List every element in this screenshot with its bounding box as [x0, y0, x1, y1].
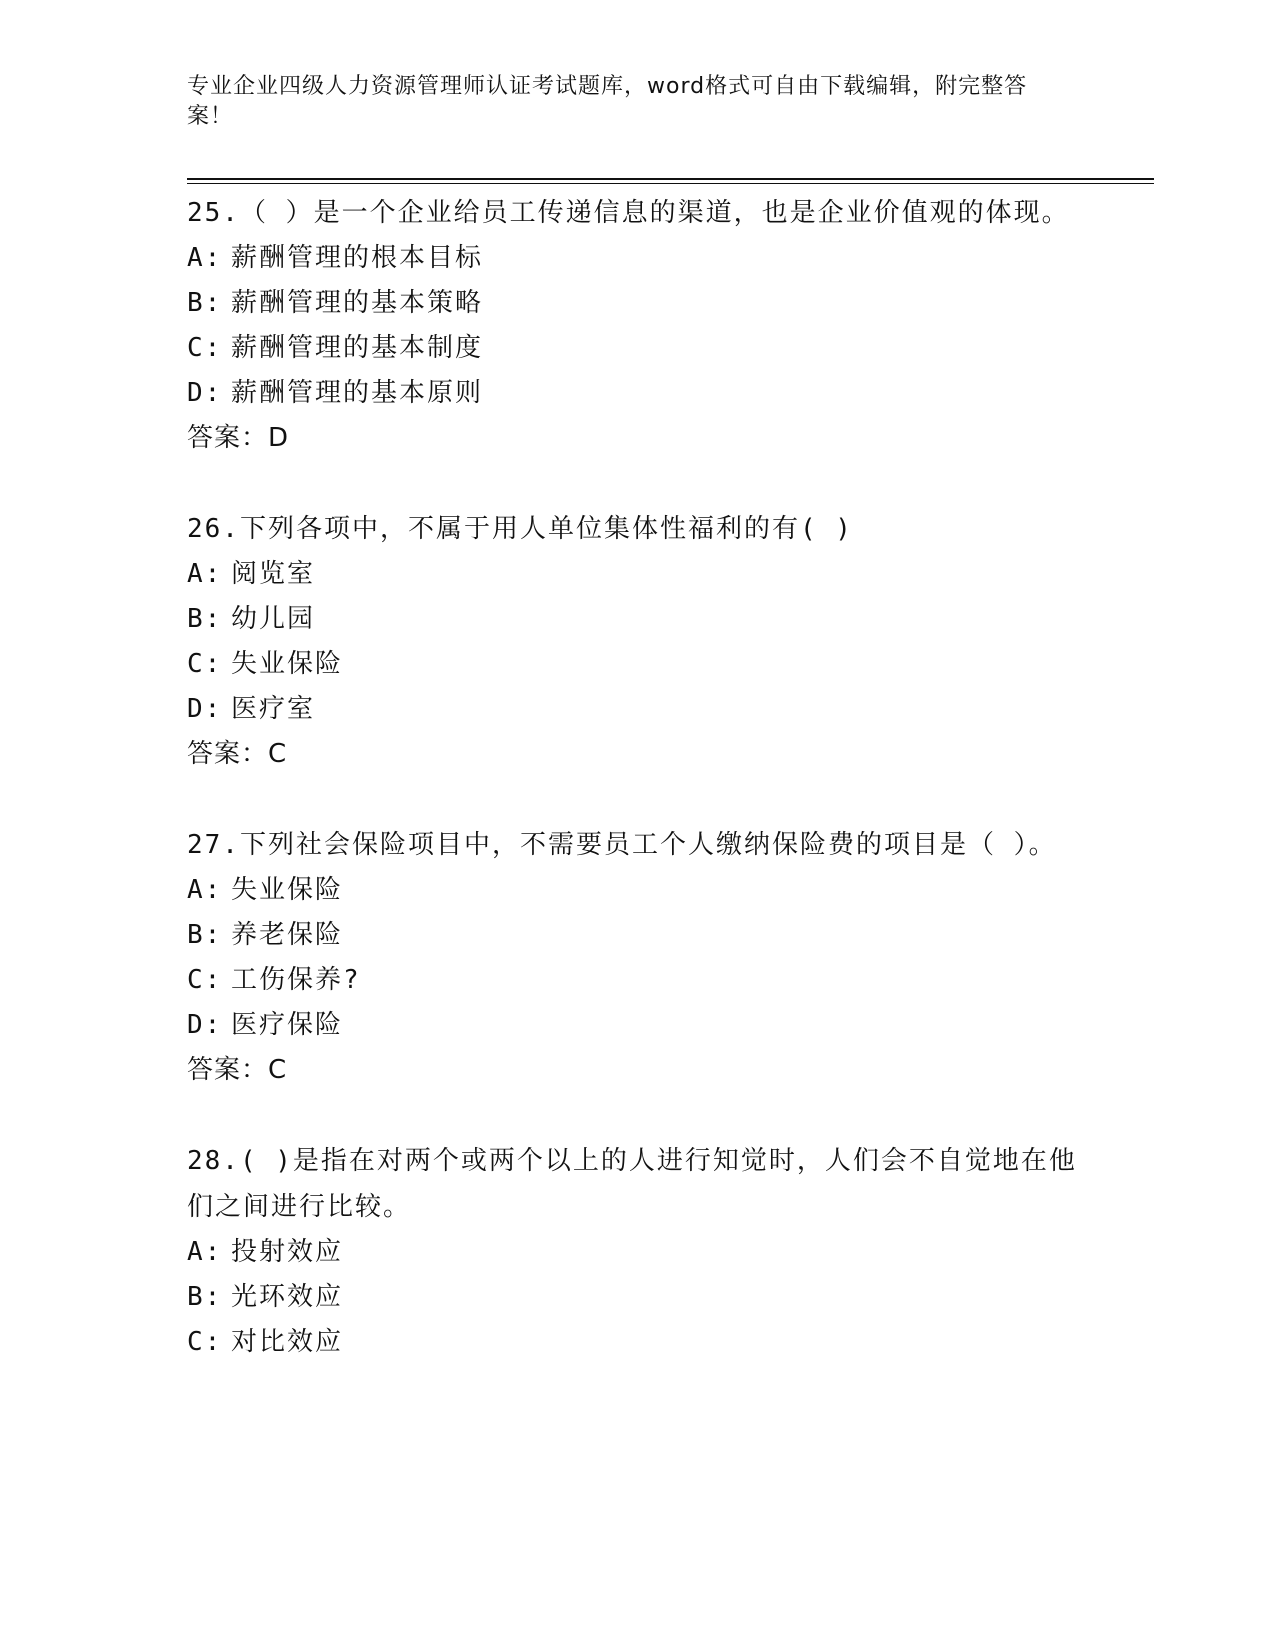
option-letter: C: — [187, 965, 223, 995]
option-c — [187, 642, 1087, 687]
question-26 — [187, 506, 1087, 777]
option-b — [187, 913, 1087, 958]
answer-line: 答案：C — [187, 739, 288, 769]
option-letter: D: — [187, 1010, 223, 1040]
option-letter: A: — [187, 243, 223, 273]
option-letter: A: — [187, 1237, 223, 1267]
option-b — [187, 1275, 1087, 1320]
option-c — [187, 1320, 1087, 1365]
option-text: 医疗保险 — [231, 1010, 344, 1040]
option-text: 失业保险 — [231, 875, 344, 905]
option-d — [187, 371, 1087, 416]
option-letter: B: — [187, 288, 223, 318]
option-a — [187, 236, 1087, 281]
document-header: 专业企业四级人力资源管理师认证考试题库，word格式可自由下载编辑，附完整答案！ — [187, 74, 1028, 129]
option-d — [187, 687, 1087, 732]
option-text: 医疗室 — [231, 694, 316, 724]
option-letter: B: — [187, 1282, 223, 1312]
question-28 — [187, 1138, 1087, 1365]
option-d — [187, 1003, 1087, 1048]
option-a — [187, 552, 1087, 597]
question-27 — [187, 822, 1087, 1093]
option-b — [187, 281, 1087, 326]
option-text: 投射效应 — [231, 1237, 344, 1267]
option-letter: B: — [187, 604, 223, 634]
option-letter: C: — [187, 333, 223, 363]
option-letter: C: — [187, 649, 223, 679]
option-text: 薪酬管理的根本目标 — [231, 243, 484, 273]
option-letter: D: — [187, 694, 223, 724]
option-c — [187, 326, 1087, 371]
header-divider-thin — [187, 183, 1154, 184]
option-text: 养老保险 — [231, 920, 344, 950]
option-letter: B: — [187, 920, 223, 950]
option-letter: A: — [187, 559, 223, 589]
option-a — [187, 868, 1087, 913]
option-letter: D: — [187, 378, 223, 408]
answer-line: 答案：C — [187, 1055, 288, 1085]
question-25 — [187, 190, 1087, 461]
option-text: 阅览室 — [231, 559, 316, 589]
option-text: 薪酬管理的基本制度 — [231, 333, 484, 363]
option-b — [187, 597, 1087, 642]
answer-line: 答案：D — [187, 423, 290, 453]
option-letter: A: — [187, 875, 223, 905]
question-list — [187, 190, 1087, 1410]
header-divider-thick — [187, 178, 1154, 180]
question-text: 26.下列各项中，不属于用人单位集体性福利的有( ) — [187, 514, 853, 544]
question-text: 28.( )是指在对两个或两个以上的人进行知觉时，人们会不自觉地在他们之间进行比较。 — [187, 1146, 1077, 1222]
option-a — [187, 1230, 1087, 1275]
question-text: 25.（ ）是一个企业给员工传递信息的渠道，也是企业价值观的体现。 — [187, 198, 1070, 228]
option-text: 薪酬管理的基本策略 — [231, 288, 484, 318]
option-text: 工伤保养? — [231, 965, 361, 995]
option-letter: C: — [187, 1327, 223, 1357]
option-c — [187, 958, 1087, 1003]
question-text: 27.下列社会保险项目中，不需要员工个人缴纳保险费的项目是（ ）。 — [187, 830, 1057, 860]
option-text: 薪酬管理的基本原则 — [231, 378, 484, 408]
option-text: 光环效应 — [231, 1282, 344, 1312]
option-text: 幼儿园 — [231, 604, 316, 634]
option-text: 对比效应 — [231, 1327, 344, 1357]
option-text: 失业保险 — [231, 649, 344, 679]
